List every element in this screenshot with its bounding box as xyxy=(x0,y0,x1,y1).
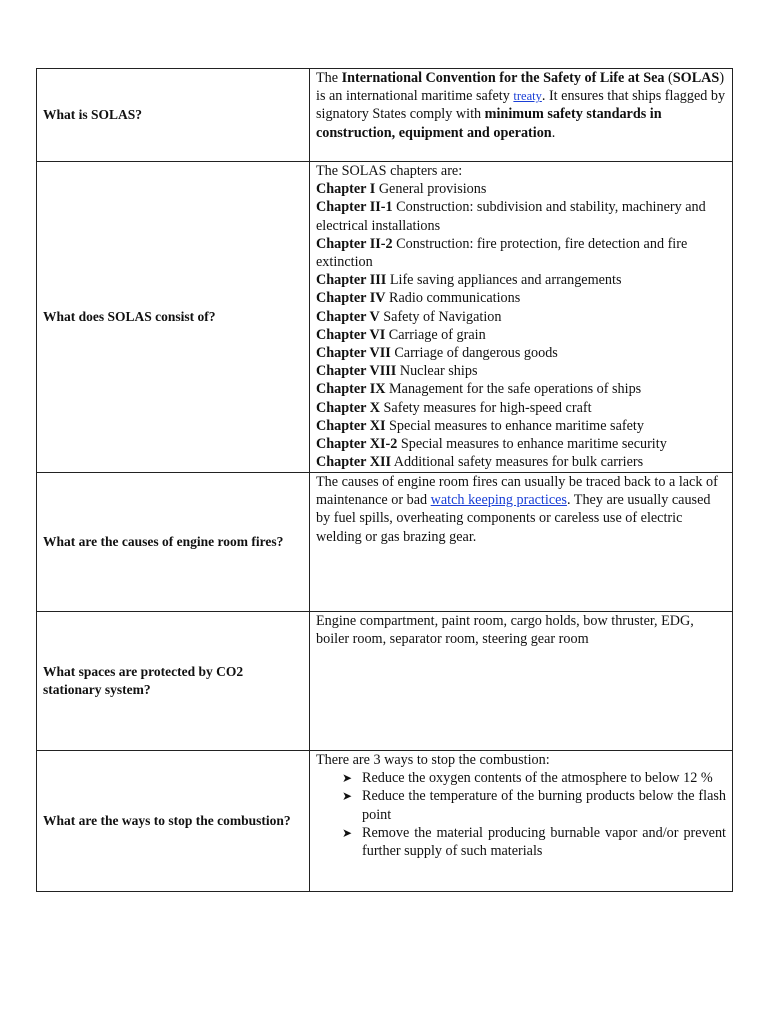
answer-text: ) is an international maritime safety xyxy=(316,70,725,105)
answer-text: The causes of engine room fires can usually be traced back to a lack of maintenance or bad xyxy=(316,474,718,509)
chapter-label: Chapter III xyxy=(316,272,387,289)
chapter-label: Chapter VIII xyxy=(316,363,397,380)
answer-text: The xyxy=(316,70,342,86)
list-item xyxy=(316,787,726,823)
chapter-item xyxy=(316,180,726,198)
chapter-item xyxy=(316,417,726,435)
question-cell xyxy=(37,69,310,162)
chapter-label: Chapter X xyxy=(316,399,380,416)
chapter-item xyxy=(316,289,726,307)
combustion-list xyxy=(316,769,726,860)
chapter-item xyxy=(316,380,726,398)
chapter-label: Chapter VI xyxy=(316,326,386,343)
chapter-text: Special measures to enhance maritime security xyxy=(397,436,667,453)
list-item-text: Remove the material producing burnable vapor and/or prevent further supply of such materials xyxy=(362,824,726,860)
chapter-label: Chapter XII xyxy=(316,454,392,471)
answer-cell xyxy=(310,162,733,473)
chapter-item xyxy=(316,308,726,326)
chapter-text: Carriage of grain xyxy=(385,326,486,343)
chapter-text: Management for the safe operations of ships xyxy=(385,381,642,398)
list-item-text: Reduce the temperature of the burning products below the flash point xyxy=(362,788,726,823)
question-cell xyxy=(37,162,310,473)
watch-keeping-link[interactable]: watch keeping practices xyxy=(430,492,567,509)
chapter-text: Radio communications xyxy=(385,290,521,307)
arrow-bullet-icon: ➤ xyxy=(342,825,353,840)
chapter-text: Construction: fire protection, fire detection and fire extinction xyxy=(316,235,688,271)
chapter-item xyxy=(316,326,726,344)
combustion-intro: There are 3 ways to stop the combustion: xyxy=(316,752,550,768)
answer-cell xyxy=(310,69,733,162)
chapter-label: Chapter II-1 xyxy=(316,199,393,216)
qa-table xyxy=(36,68,733,892)
chapter-label: Chapter II-2 xyxy=(316,235,393,252)
question-text: What are the ways to stop the combustion? xyxy=(43,813,291,828)
chapter-text: Nuclear ships xyxy=(396,363,478,380)
answer-cell xyxy=(310,751,733,892)
arrow-bullet-icon: ➤ xyxy=(342,771,353,786)
chapter-text: Safety of Navigation xyxy=(379,308,502,325)
chapter-item xyxy=(316,453,726,471)
arrow-bullet-icon: ➤ xyxy=(342,789,353,804)
chapter-text: Additional safety measures for bulk carriers xyxy=(391,454,644,471)
chapter-text: General provisions xyxy=(375,181,487,198)
answer-text: Engine compartment, paint room, cargo holds, bow thruster, EDG, boiler room, separator room, steering gear room xyxy=(316,613,694,648)
chapter-label: Chapter IX xyxy=(316,381,386,398)
chapter-item xyxy=(316,435,726,453)
chapter-text: Construction: subdivision and stability, machinery and electrical installations xyxy=(316,199,706,234)
question-cell xyxy=(37,473,310,612)
chapter-label: Chapter IV xyxy=(316,290,386,307)
chapter-text: Special measures to enhance maritime safety xyxy=(385,417,644,434)
chapter-item xyxy=(316,399,726,417)
chapter-item xyxy=(316,271,726,289)
answer-bold-text: SOLAS xyxy=(672,70,720,86)
question-text: What spaces are protected by CO2 stationary system? xyxy=(43,664,244,697)
question-cell xyxy=(37,612,310,751)
treaty-link[interactable]: treaty xyxy=(513,89,542,104)
table-row xyxy=(37,69,733,162)
chapter-item xyxy=(316,235,726,271)
answer-text: ( xyxy=(664,70,673,86)
question-text: What are the causes of engine room fires? xyxy=(43,534,284,549)
table-row xyxy=(37,751,733,892)
chapters-intro: The SOLAS chapters are: xyxy=(316,163,463,179)
chapter-item xyxy=(316,344,726,362)
answer-text: . xyxy=(551,124,556,141)
table-row xyxy=(37,612,733,751)
chapter-label: Chapter VII xyxy=(316,345,391,362)
chapter-text: Carriage of dangerous goods xyxy=(390,345,558,362)
answer-text: . It ensures that ships flagged by signatory States comply with xyxy=(316,88,726,123)
chapter-text: Safety measures for high-speed craft xyxy=(379,399,592,416)
answer-cell xyxy=(310,612,733,751)
chapter-label: Chapter I xyxy=(316,181,376,198)
answer-bold-text: International Convention for the Safety of Life at Sea xyxy=(341,70,665,86)
chapter-item xyxy=(316,362,726,380)
list-item xyxy=(316,769,726,787)
chapter-label: Chapter XI-2 xyxy=(316,436,398,453)
answer-text: . They are usually caused by fuel spills, overheating components or careless use of electric welding or gas brazing gear. xyxy=(316,492,711,545)
chapter-label: Chapter V xyxy=(316,308,380,325)
chapter-label: Chapter XI xyxy=(316,417,386,434)
question-cell xyxy=(37,751,310,892)
chapter-text: Life saving appliances and arrangements xyxy=(386,272,622,289)
table-row xyxy=(37,162,733,473)
answer-cell xyxy=(310,473,733,612)
answer-bold-text: minimum safety standards in construction, equipment and operation xyxy=(316,106,662,141)
question-text: What is SOLAS? xyxy=(43,107,143,122)
list-item xyxy=(316,824,726,860)
table-row xyxy=(37,473,733,612)
list-item-text: Reduce the oxygen contents of the atmosphere to below 12 % xyxy=(362,770,713,787)
question-text: What does SOLAS consist of? xyxy=(43,309,216,324)
chapter-item xyxy=(316,198,726,234)
